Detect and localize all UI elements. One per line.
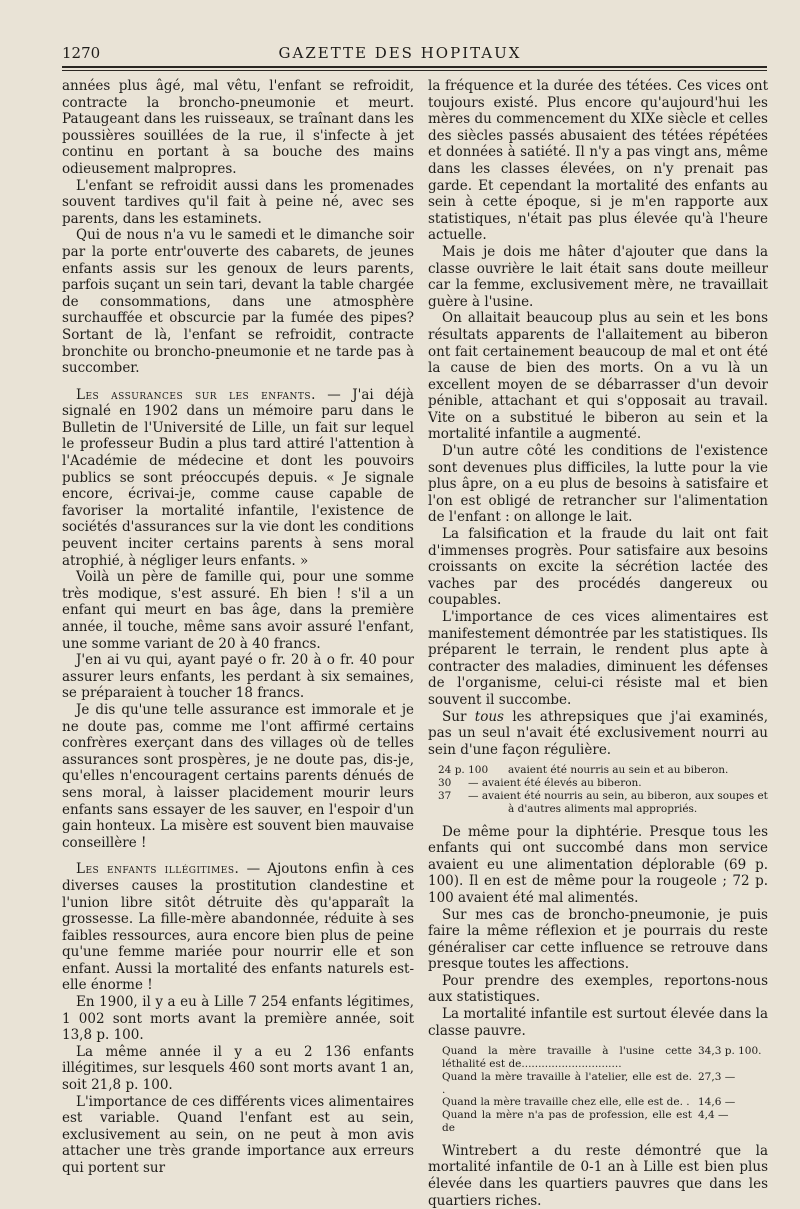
paragraph: Mais je dois me hâter d'ajouter que dans la classe ouvrière le lait était sans doute meilleur car la femme, exclusivement mère, ne travaillait guère à l'usine. <box>428 243 768 310</box>
paragraph-text: J'ai déjà signalé en 1902 dans un mémoire paru dans le Bulletin de l'Université de Lille, un fait sur lequel le professeur Budin a plus tard attiré l'attention à l'Académie de médecine et dont les pouvoirs publics se sont préoccupés depuis. « Je signale encore, écrivai-je, comme cause capable de favoriser la mortalité infantile, l'existence de sociétés d'assurances sur la vie dont les conditions peuvent inciter certains parents à sens moral atrophié, à négliger leurs enfants. » <box>62 386 414 569</box>
paragraph: Pour prendre des exemples, reportons-nous aux statistiques. <box>428 972 768 1006</box>
paragraph-text: Sur <box>442 708 467 725</box>
stat-value: 30 <box>438 777 452 790</box>
left-column <box>62 78 414 1177</box>
header-rule <box>62 66 767 68</box>
paragraph: De même pour la diphtérie. Presque tous les enfants qui ont succombé dans mon service avaient eu une alimentation déplorable (69 p. 100). Il en est de même pour la rougeole ; 72 p. 100 avaient été mal alimentés. <box>428 823 768 906</box>
paragraph: L'importance de ces différents vices alimentaires est variable. Quand l'enfant est au sein, exclusivement au sein, on ne peut à mon avis attacher une très grande importance aux erreurs qui portent sur <box>62 1093 414 1176</box>
stat-description: — avaient été élevés au biberon. <box>468 777 642 790</box>
paragraph: Qui de nous n'a vu le samedi et le dimanche soir par la porte entr'ouverte des cabarets, de jeunes enfants assis sur les genoux de leurs parents, parfois suçant un sein tari, devant la table chargée de consommations, dans une atmosphère surchauffée et obscurcie par la fumée des pipes? Sortant de là, l'enfant se refroidit, contracte bronchite ou broncho-pneumonie et ne tarde pas à succomber. <box>62 227 414 377</box>
list-item <box>438 764 768 777</box>
section-heading: Les enfants illégitimes. <box>76 861 240 878</box>
paragraph: D'un autre côté les conditions de l'existence sont devenues plus difficiles, la lutte pour la vie plus âpre, on a eu plus de besoins à satisfaire et l'on est obligé de retrancher sur l'alimentation de l'enfant : on allonge le lait. <box>428 443 768 526</box>
section-paragraph-illegitimate: Les enfants illégitimes. — Ajoutons enfin à ces diverses causes la prostitution clandestine et l'union libre sitôt détruite dès qu'apparaît la grossesse. La fille-mère abandonnée, réduite à ses faibles ressources, aura encore bien plus de peine qu'une femme mariée pour nourrir elle et son enfant. Aussi la mortalité des enfants naturels est-elle énorme ! <box>62 861 415 994</box>
list-item <box>438 790 768 803</box>
paragraph: Wintrebert a du reste démontré que la mortalité infantile de 0-1 an à Lille est bien plus élevée dans les quartiers pauvres que dans les quartiers riches. <box>428 1142 768 1209</box>
paragraph: J'en ai vu qui, ayant payé o fr. 20 à o fr. 40 pour assurer leurs enfants, les perdant à six semaines, se préparaient à toucher 18 francs. <box>62 652 414 702</box>
stat-value: 37 <box>438 789 452 802</box>
table-value: 34,3 p. 100. <box>698 1045 762 1058</box>
table-value: 14,6 — <box>698 1096 736 1109</box>
header-rule-thin <box>62 70 767 71</box>
paragraph: La mortalité infantile est surtout élevée dans la classe pauvre. <box>428 1006 768 1039</box>
stat-continuation: à d'autres aliments mal appropriés. <box>508 802 698 815</box>
paragraph: années plus âgé, mal vêtu, l'enfant se refroidit, contracte la broncho-pneumonie et meurt. Pataugeant dans les ruisseaux, se traînant dans les poussières souillées de la rue, il s'infecte à jet continu en portant à sa bouche des mains odieusement malpropres. <box>62 78 414 177</box>
list-item <box>438 777 768 790</box>
table-label: Quand la mère travaille chez elle, elle est de. . <box>442 1096 690 1109</box>
table-value: 27,3 — <box>698 1070 736 1083</box>
table-value: 4,4 — <box>698 1109 729 1122</box>
paragraph: L'importance de ces vices alimentaires est manifestement démontrée par les statistiques. Ils préparent le terrain, le rendent plus apte à contracter des maladies, diminuent les défenses de l'organisme, celui-ci résiste mal et bien souvent il succombe. <box>428 609 768 708</box>
paragraph-text: les athrepsiques que j'ai examinés, pas un seul n'avait été exclusivement nourri au sein d'une façon régulière. <box>428 708 768 758</box>
paragraph: la fréquence et la durée des tétées. Ces vices ont toujours existé. Plus encore qu'aujourd'hui les mères du commencement du XIXe siècle et celles des siècles passés abusaient des tétées répétées et données à satiété. Il n'y a pas vingt ans, même dans les classes élevées, on n'y prenait pas garde. Et cependant la mortalité des enfants au sein à cette époque, si je m'en rapporte aux statistiques, n'était pas plus élevée qu'à l'heure actuelle. <box>428 78 768 244</box>
paragraph: Sur mes cas de broncho-pneumonie, je puis faire la même réflexion et je pourrais du reste généraliser car cette influence se retrouve dans presque toutes les affections. <box>428 906 768 973</box>
table-label: Quand la mère n'a pas de profession, elle est de <box>442 1109 692 1135</box>
table-row <box>442 1096 768 1109</box>
table-row <box>442 1045 768 1071</box>
table-row <box>442 1109 768 1135</box>
journal-title: GAZETTE DES HOPITAUX <box>278 44 522 62</box>
table-label: Quand la mère travaille à l'atelier, elle est de. . <box>442 1070 692 1096</box>
paragraph: Voilà un père de famille qui, pour une somme très modique, s'est assuré. Eh bien ! s'il a un enfant qui meurt en bas âge, dans la première année, il touche, même sans avoir assuré l'enfant, une somme variant de 20 à 40 francs. <box>62 569 414 652</box>
section-heading: Les assurances sur les enfants. <box>76 386 316 403</box>
paragraph: La même année il y a eu 2 136 enfants illégitimes, sur lesquels 460 sont morts avant 1 an, soit 21,8 p. 100. <box>62 1043 414 1094</box>
stat-description: — avaient été nourris au sein, au biberon, aux soupes et <box>468 789 768 802</box>
mortality-table <box>442 1045 768 1135</box>
table-row <box>442 1071 768 1097</box>
emphasis: tous <box>474 708 504 725</box>
paragraph: La falsification et la fraude du lait ont fait d'immenses progrès. Pour satisfaire aux besoins croissants on excite la sécrétion lactée des vaches par des procédés dangereux ou coupables. <box>428 526 768 609</box>
stat-value: 24 p. 100 <box>438 764 489 777</box>
paragraph <box>428 709 768 759</box>
page-number: 1270 <box>62 44 101 62</box>
statistics-list <box>438 764 768 815</box>
paragraph: Je dis qu'une telle assurance est immorale et je ne doute pas, comme me l'ont affirmé certains confrères exerçant dans des villages où de telles assurances sont prospères, je ne doute pas, dis-je, qu'elles n'encouragent certains parents dénués de sens moral, à laisser placidement mourir leurs enfants sans essayer de les sauver, en l'espoir d'un gain honteux. La misère est souvent bien mauvaise conseillère ! <box>62 701 414 851</box>
paragraph: En 1900, il y a eu à Lille 7 254 enfants légitimes, 1 002 sont morts avant la première année, soit 13,8 p. 100. <box>62 994 414 1044</box>
paragraph-text: Ajoutons enfin à ces diverses causes la prostitution clandestine et l'union libre sitôt détruite dès qu'apparaît la grossesse. La fille-mère abandonnée, réduite à ses faibles ressources, aura encore bien plus de peine qu'une femme mariée pour nourrir elle et son enfant. Aussi la mortalité des enfants naturels est-elle énorme ! <box>62 861 415 994</box>
paragraph: On allaitait beaucoup plus au sein et les bons résultats apparents de l'allaitement au biberon ont fait certainement beaucoup de mal et ont été la cause de bien des morts. On a vu là un excellent moyen de se débarrasser d'un devoir pénible, attachant et qui s'opposait au travail. Vite on a substitué le biberon au sein et la mortalité infantile a augmenté. <box>428 310 768 443</box>
stat-description: avaient été nourris au sein et au biberon. <box>508 764 729 777</box>
table-label: Quand la mère travaille à l'usine cette léthalité est de.............................. <box>442 1045 692 1071</box>
section-paragraph-insurance: Les assurances sur les enfants. — J'ai déjà signalé en 1902 dans un mémoire paru dans le Bulletin de l'Université de Lille, un fait sur lequel le professeur Budin a plus tard attiré l'attention à l'Académie de médecine et dont les pouvoirs publics se sont préoccupés depuis. « Je signale encore, écrivai-je, comme cause capable de favoriser la mortalité infantile, l'existence de sociétés d'assurances sur la vie dont les conditions peuvent inciter certains parents à sens moral atrophié, à négliger leurs enfants. » <box>62 386 414 569</box>
right-column <box>428 78 768 1209</box>
paragraph: L'enfant se refroidit aussi dans les promenades souvent tardives qu'il fait à peine né, avec ses parents, dans les estaminets. <box>62 177 414 227</box>
